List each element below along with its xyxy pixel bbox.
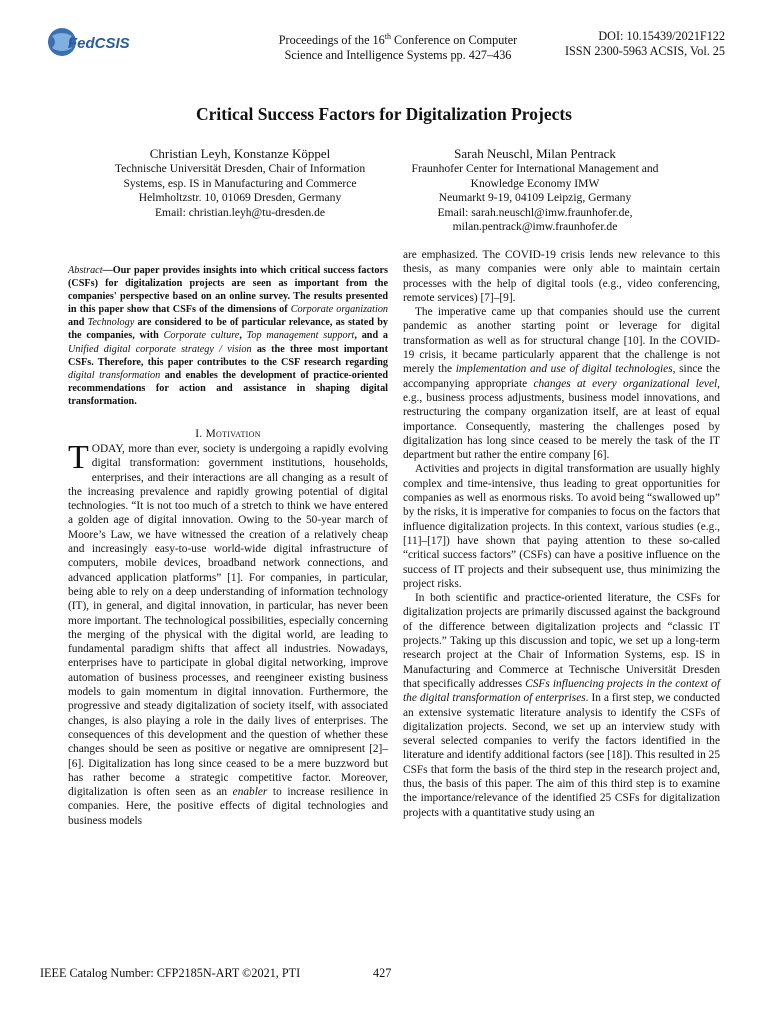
body-column-right	[403, 248, 720, 820]
proceedings-info: Proceedings of the 16th Conference on Computer Science and Intelligence Systems pp. 427–436	[278, 32, 518, 63]
email-line: milan.pentrack@imw.fraunhofer.de	[452, 220, 618, 234]
affiliation-line: Fraunhofer Center for International Management and	[411, 162, 659, 175]
page-number: 427	[373, 966, 392, 980]
email-line: Email: sarah.neuschl@imw.fraunhofer.de,	[437, 205, 633, 219]
section-heading: I. Motivation	[195, 428, 261, 440]
author-names: Christian Leyh, Konstanze Köppel	[149, 146, 331, 161]
author-block-left	[90, 146, 390, 220]
drop-cap: T	[68, 439, 89, 476]
svg-text:FedCSIS: FedCSIS	[68, 35, 130, 52]
affiliation-line: Systems, esp. IS in Manufacturing and Commerce	[123, 176, 357, 190]
address-line: Helmholtzstr. 10, 01069 Dresden, Germany	[138, 191, 342, 205]
conference-logo	[44, 24, 130, 60]
affiliation-line: Knowledge Economy IMW	[470, 176, 600, 190]
address-line: Neumarkt 9-19, 04109 Leipzig, Germany	[438, 191, 632, 205]
paper-title: Critical Success Factors for Digitalization Projects	[196, 104, 572, 124]
body-column-left	[68, 439, 389, 828]
paragraph: The imperative came up that companies should use the current pandemic as another starting point or leverage for digital transformation as well as for structural change [10]. In the COVID-19 crisis, it became particularly apparent that the challenge is not merely the implementation and use of digital technologies, since the accompanying appropriate changes at every organizational level, e.g., business process adjustments, business model innovations, and restructuring the company organization itself, are at least of equal importance. Consequently, mastering the challenges posed by digitalization has long since ceased to be merely the task of the IT department but rather the entire company [6].	[403, 306, 720, 462]
paragraph: are emphasized. The COVID-19 crisis lends new relevance to this thesis, as many companies were only able to maintain certain processes with the help of digital tools (e.g., video conferencing, remote services) [7]–[9].	[403, 249, 720, 304]
paragraph: In both scientific and practice-oriented literature, the CSFs for digitalization projects are primarily discussed against the background of the difference between digitalization projects and “classic IT projects.” Taking up this discussion and topic, we set up a long-term research project at the Chair of Information Systems, esp. IS in Manufacturing and Commerce at Technische Universität Dresden that specifically addresses CSFs influencing projects in the context of the digital transformation of enterprises. In a first step, we conducted an extensive systematic literature analysis to identify the CSFs of digitalization projects. Second, we set up an interview study with several selected companies to verify the factors identified in the literature and identify additional factors (see [18]). This resulted in 25 CSFs that form the basis of the third step in the research project and, thus, the basis of this paper. The aim of this third step is to examine the importance/relevance of the identified 25 CSFs for digitalization projects with a quantitative study using an	[403, 592, 720, 819]
affiliation-line: Technische Universität Dresden, Chair of Information	[114, 162, 366, 175]
doi-info: DOI: 10.15439/2021F122 ISSN 2300-5963 ACSIS, Vol. 25	[564, 29, 725, 58]
email-line: Email: christian.leyh@tu-dresden.de	[154, 205, 326, 219]
abstract: Abstract—Our paper provides insights into which critical success factors (CSFs) for digitalization projects are seen as important from the companies' perspective based on an online survey. The results presented in this paper show that CSFs of the dimensions of Corporate organization and Technology are considered to be of particular relevance, as stated by the companies, with Corporate culture, Top management support, and a Unified digital corporate strategy / vision as the three most important CSFs. Therefore, this paper contributes to the CSF research regarding digital transformation and enables the development of practice-oriented recommendations for action and assistance in shaping digital transformation.	[68, 265, 389, 407]
paragraph: TODAY, more than ever, society is undergoing a rapidly evolving digital transformation: government institutions, households, enterprises, and their interactions are all changing as a result of the increasing prevalence and rapidly growing potential of digital technologies. “It is not too much of a stretch to think we have entered a golden age of digital innovation. Owing to the 50-year march of Moore’s Law, we have witnessed the creation of a relatively cheap and increasingly easy-to-use world-wide digital infrastructure of computers, mobile devices, broadband network connections, and advanced application platforms” [1]. For companies, in particular, being able to rely on a deep understanding of information technology (IT), in general, and digital innovation, in particular, has never been more important. The technological possibilities, especially concerning the merging of the physical with the digital world, are leading to fundamental paradigm shifts that affect all industries. Nowadays, enterprises have to participate in global digital networking, improve automation of business processes, and reengineer existing business models to gain momentum in digital innovation. Furthermore, the progressive and steady digitalization of society itself, with associated changes, is also playing a role in the daily lives of enterprises. The consequences of this development and the question of whether these changes should be seen as positive or negative are omnipresent [2]–[6]. Digitalization has long since ceased to be a mere buzzword but has rather become a strategic competitive factor. Moreover, digitalization is often seen as an enabler to increase resilience in companies. Here, the positive effects of digital technologies and business models	[68, 439, 389, 827]
author-names: Sarah Neuschl, Milan Pentrack	[454, 146, 616, 161]
paragraph: Activities and projects in digital transformation are usually highly complex and time-intensive, thus leading to great opportunities for companies as well as enormous risks. To avoid being “swallowed up” by the risks, it is imperative for companies to focus on the factors that influence digitalization projects. In this context, various studies (e.g., [11]–[17]) have shown that paying attention to these so-called “critical success factors” (CSFs) can have a positive influence on the success of IT projects and their subsequent use, thus minimizing the project risks.	[403, 463, 720, 590]
author-block-right	[385, 146, 685, 235]
footer-catalog: IEEE Catalog Number: CFP2185N-ART ©2021, PTI	[40, 966, 301, 980]
